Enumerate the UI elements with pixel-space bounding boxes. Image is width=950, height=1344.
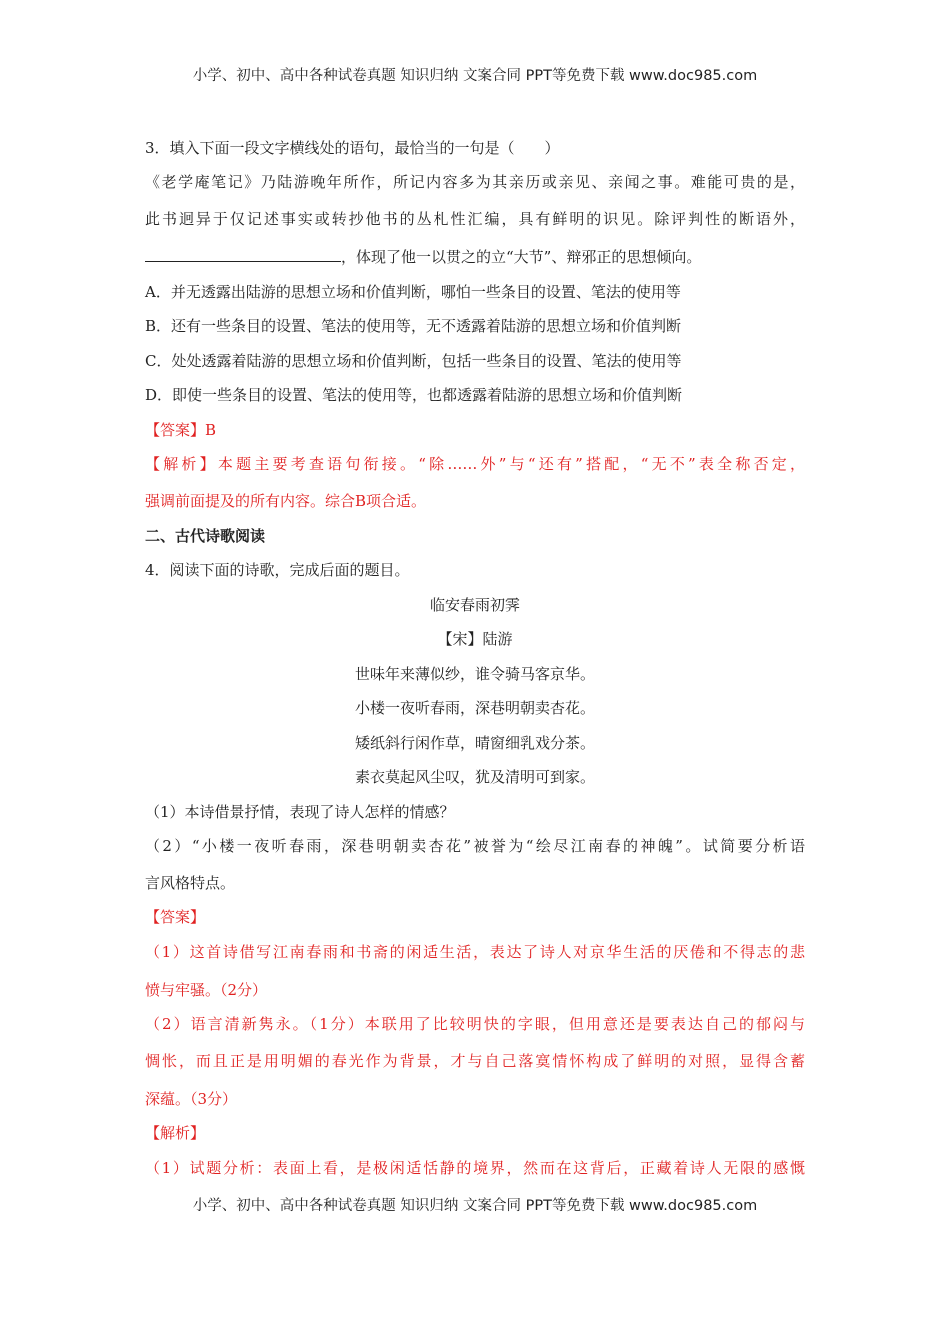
- sub-question-2-cont: 言风格特点。: [145, 874, 236, 892]
- passage-line: 此书迥异于仅记述事实或转抄他书的丛札性汇编，具有鲜明的识见。除评判性的断语外，: [145, 210, 805, 228]
- option-c: C．处处透露着陆游的思想立场和价值判断，包括一些条目的设置、笔法的使用等: [145, 352, 682, 370]
- answer-line: 深蕴。（3分）: [145, 1090, 238, 1108]
- poem-line: 小楼一夜听春雨，深巷明朝卖杏花。: [354, 699, 595, 717]
- question-4-stem: 4．阅读下面的诗歌，完成后面的题目。: [145, 561, 410, 579]
- page-footer[interactable]: 小学、初中、高中各种试卷真题 知识归纳 文案合同 PPT等免费下载 www.doc985.com: [192, 1198, 758, 1214]
- poem-author: 【宋】陆游: [437, 630, 513, 648]
- sub-question-1: （1）本诗借景抒情，表现了诗人怎样的情感？: [145, 803, 455, 821]
- analysis-line: （1）试题分析：表面上看，是极闲适恬静的境界，然而在这背后，正藏着诗人无限的感慨: [145, 1159, 805, 1177]
- option-a: A．并无透露出陆游的思想立场和价值判断，哪怕一些条目的设置、笔法的使用等: [145, 283, 681, 301]
- option-b: B．还有一些条目的设置、笔法的使用等，无不透露着陆游的思想立场和价值判断: [145, 317, 682, 335]
- analysis-label: 【解析】: [145, 1124, 206, 1142]
- poem-line: 素衣莫起风尘叹，犹及清明可到家。: [354, 768, 595, 786]
- answer-3: 【答案】B: [145, 421, 217, 439]
- answer-line: 惆怅，而且正是用明媚的春光作为背景，才与自己落寞情怀构成了鲜明的对照，显得含蓄: [145, 1052, 805, 1070]
- sub-question-2: （2）“小楼一夜听春雨，深巷明朝卖杏花”被誉为“绘尽江南春的神魄”。试简要分析语: [145, 837, 805, 855]
- question-3-stem: 3．填入下面一段文字横线处的语句，最恰当的一句是（ ）: [145, 139, 560, 157]
- poem-line: 世味年来薄似纱，谁令骑马客京华。: [354, 665, 595, 683]
- poem-title: 临安春雨初霁: [429, 596, 520, 614]
- answer-label: 【答案】: [145, 908, 206, 926]
- fill-in-blank: [145, 247, 341, 262]
- page-header[interactable]: 小学、初中、高中各种试卷真题 知识归纳 文案合同 PPT等免费下载 www.doc985.com: [192, 68, 758, 84]
- passage-line-blank: [145, 247, 701, 267]
- passage-text: ，体现了他一以贯之的立“大节”、辩邪正的思想倾向。: [341, 248, 702, 266]
- answer-line: （2）语言清新隽永。（1分）本联用了比较明快的字眼，但用意还是要表达自己的郁闷与: [145, 1015, 805, 1033]
- section-heading: 二、古代诗歌阅读: [145, 527, 266, 545]
- answer-line: （1）这首诗借写江南春雨和书斋的闲适生活，表达了诗人对京华生活的厌倦和不得志的悲: [145, 943, 805, 961]
- analysis-3-cont: 强调前面提及的所有内容。综合B项合适。: [145, 492, 427, 510]
- poem-line: 矮纸斜行闲作草，晴窗细乳戏分茶。: [354, 734, 595, 752]
- passage-line: 《老学庵笔记》乃陆游晚年所作，所记内容多为其亲历或亲见、亲闻之事。难能可贵的是，: [145, 173, 805, 191]
- option-d: D．即使一些条目的设置、笔法的使用等，也都透露着陆游的思想立场和价值判断: [145, 386, 683, 404]
- analysis-3: 【解析】本题主要考查语句衔接。“除……外”与“还有”搭配，“无不”表全称否定，: [145, 455, 805, 473]
- answer-line: 愤与牢骚。（2分）: [145, 981, 268, 999]
